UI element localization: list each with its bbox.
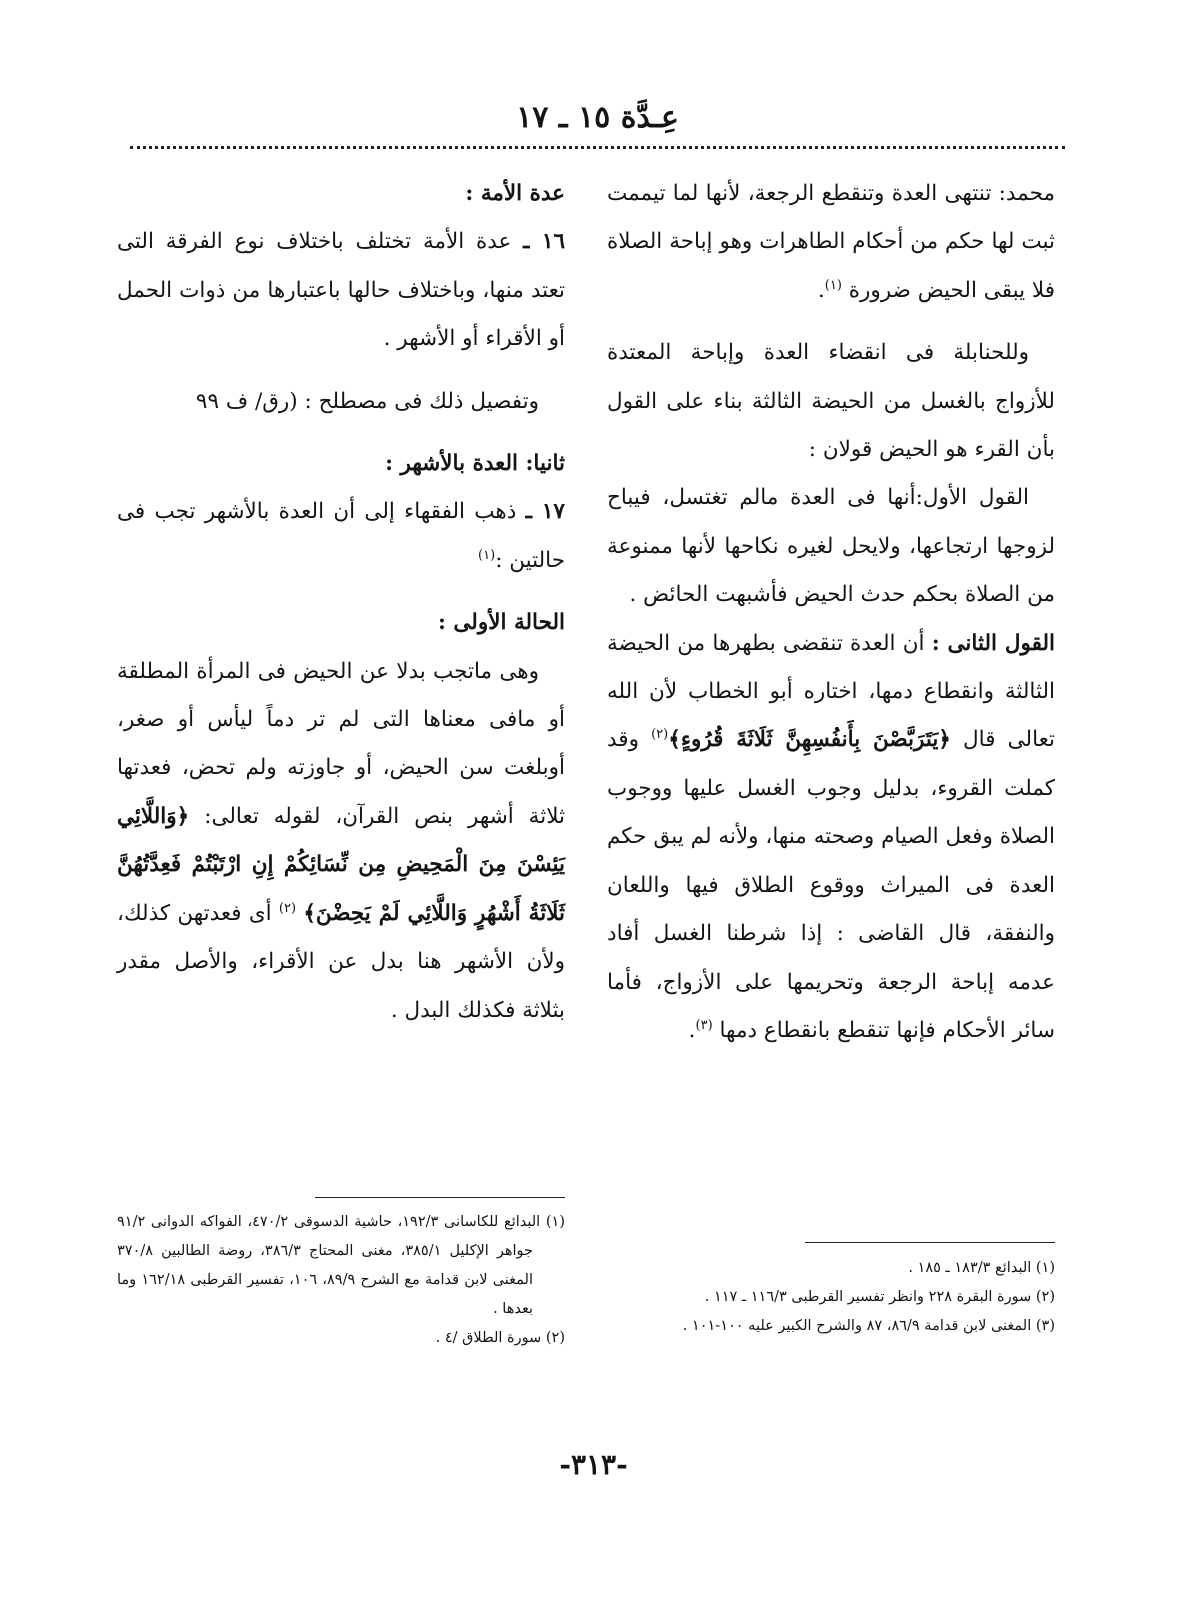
footnote: (١) البدائع للكاسانى ١٩٢/٣، حاشية الدسوقى ٤٧٠/٢، الفواكه الدوانى ٩١/٢ جواهر الإكليل ٣٨٥/١، مغنى المحتاج ٣٨٦/٣، روضة الطالبين ٣٧٠/٨ المغنى لابن قدامة مع الشرح ٨٩/٩، ١٠٦، تفسير القرطبى ١٦٢/١٨ وما بعدها .: [117, 1214, 565, 1317]
footnote: (٣) المغنى لابن قدامة ٨٦/٩، ٨٧ والشرح الكبير عليه ١٠٠-١٠١ .: [682, 1318, 1055, 1334]
footnote-ref: (٢): [651, 727, 669, 743]
right-p4-end: .: [688, 1017, 696, 1043]
section-heading: عدة الأمة :: [465, 181, 565, 206]
opinion-label: القول الأول:: [915, 485, 1029, 511]
left-p3-text: ذهب الفقهاء إلى أن العدة بالأشهر تجب فى حالتين :: [117, 499, 565, 573]
opinion-label: القول الثانى :: [931, 630, 1055, 656]
left-paragraph-3: [117, 488, 565, 585]
left-p4-text-b: أى فعدتهن كذلك، ولأن الأشهر هنا بدل عن الأقراء، والأصل مقدر بثلاثة فكذلك البدل .: [117, 900, 565, 1023]
right-p3-text: أنها فى العدة مالم تغتسل، فيباح لزوجها ارتجاعها، ولايحل لغيره نكاحها لأنها ممنوعة من الصلاة بحكم حدث الحيض فأشبهت الحائض .: [607, 485, 1055, 608]
footnote: (٢) سورة الطلاق /٤ .: [435, 1330, 565, 1346]
footnote-rule: [315, 1197, 565, 1198]
page-header: عِـدَّة ١٥ ـ ١٧: [516, 100, 679, 135]
quran-verse: ﴿يَتَرَبَّصْنَ بِأَنفُسِهِنَّ ثَلَاثَةَ قُرُوءٍ﴾: [668, 727, 951, 753]
left-paragraph-1: [117, 218, 565, 363]
right-p4-text-a: أن العدة تنقضى بطهرها من الحيضة الثالثة وانقطاع دمها، اختاره أبو الخطاب لأن الله تعالى قال: [607, 630, 1055, 753]
left-paragraph-4: [117, 648, 565, 1035]
quran-verse: ﴿وَاللَّائِي يَئِسْنَ مِنَ الْمَحِيضِ مِن نِّسَائِكُمْ إِنِ ارْتَبْتُمْ فَعِدَّتُهُنَّ ثَلَاثَةُ أَشْهُرٍ وَاللَّائِي لَمْ يَحِضْنَ﴾: [117, 803, 565, 926]
right-column: [607, 170, 1055, 1055]
left-p1-text: عدة الأمة تختلف باختلاف نوع الفرقة التى تعتد منها، وباختلاف حالها باعتبارها من ذوات الحمل أو الأقراء أو الأشهر .: [117, 229, 565, 352]
right-p1-text: محمد: تنتهى العدة وتنقطع الرجعة، لأنها لما تيممت ثبت لها حكم من أحكام الطاهرات وهو إباحة الصلاة فلا يبقى الحيض ضرورة: [607, 181, 1055, 303]
footnotes-left: [117, 1208, 565, 1353]
left-p4-text-a: وهى ماتجب بدلا عن الحيض فى المرأة المطلقة أو مافى معناها التى لم تر دماً ليأس أو صغر، أوبلغت سن الحيض، أو جاوزته ولم تحض، فعدتها ثلاثة أشهر بنص القرآن، لقوله تعالى:: [117, 658, 566, 829]
footnotes-right: [607, 1254, 1055, 1341]
right-paragraph-1: [607, 170, 1055, 315]
page-number: -٣١٣-: [559, 1448, 628, 1481]
footnote-ref: (٢): [278, 900, 297, 916]
section-heading: الحالة الأولى :: [437, 610, 565, 636]
footnote-ref: (١): [478, 547, 496, 563]
item-number: ١٧ ـ: [525, 499, 565, 525]
footnote-ref: (١): [824, 277, 842, 293]
footnote-ref: (٣): [695, 1017, 713, 1033]
header-dotted-rule: [130, 146, 1065, 149]
right-paragraph-2: وللحنابلة فى انقضاء العدة وإباحة المعتدة للأزواج بالغسل من الحيضة الثالثة بناء على القول بأن القرء هو الحيض قولان :: [607, 340, 1055, 463]
item-number: ١٦ ـ: [523, 229, 565, 255]
right-paragraph-3: [607, 474, 1055, 619]
section-heading: ثانيا: العدة بالأشهر :: [385, 451, 565, 477]
footnote-rule: [805, 1242, 1055, 1243]
right-paragraph-4: [607, 620, 1055, 1056]
right-p4-text-b: وقد كملت القروء، بدليل وجوب الغسل عليها ووجوب الصلاة وفعل الصيام وصحته منها، ولأنه لم يبق حكم العدة فى الميراث ووقوع الطلاق فيها واللعان والنفقة، قال القاضى : إذا شرطنا الغسل أفاد عدمه إباحة الرجعة وتحريمها على الأزواج، فأما سائر الأحكام فإنها تنقطع بانقطاع دمها: [607, 727, 1055, 1043]
footnote: (٢) سورة البقرة ٢٢٨ وانظر تفسير القرطبى ١١٦/٣ ـ ١١٧ .: [704, 1289, 1055, 1305]
right-p1-end: .: [817, 277, 825, 303]
left-column: [117, 170, 565, 1035]
left-paragraph-2: وتفصيل ذلك فى مصطلح : (رق/ ف ٩٩: [195, 388, 539, 414]
footnote: (١) البدائع ١٨٣/٣ ـ ١٨٥ .: [908, 1260, 1055, 1276]
